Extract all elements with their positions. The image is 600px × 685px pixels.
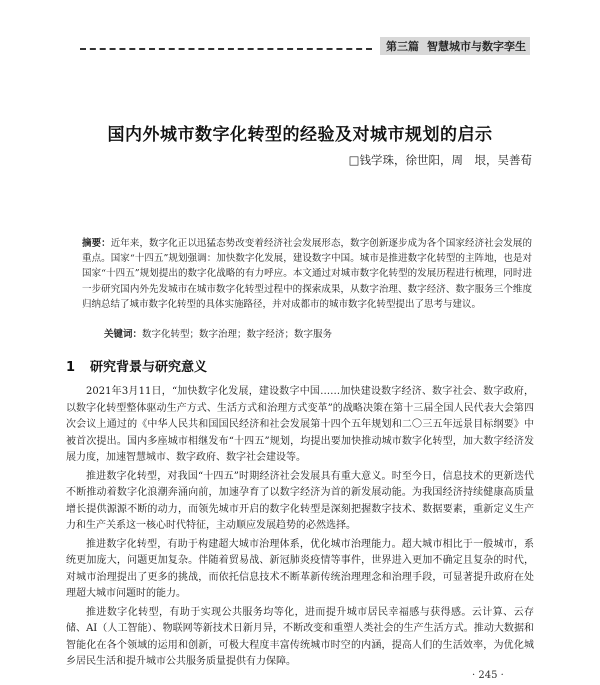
article-authors: □钱学珠，徐世阳，周 垠，吴善荀 xyxy=(348,153,532,167)
abstract xyxy=(82,236,532,312)
header-section: 智慧城市与数字孪生 xyxy=(427,40,526,53)
section-number: 1 xyxy=(66,360,76,375)
paragraph: 推进数字化转型，有助于构建超大城市治理体系，优化城市治理能力。超大城市相比于一般城市，系统更加庞大，问题更加复杂。伴随着贸易战、新冠肺炎疫情等事件，世界进入更加不确定且复杂的时代，对城市治理提出了更多的挑战，而依托信息技术不断革新传统治理理念和治理手段，可显著提升政府在处理超大城市问题时的能力。 xyxy=(66,538,534,599)
abstract-text: 近年来，数字化正以迅猛态势改变着经济社会发展形态，数字创新逐步成为各个国家经济社会发展的重点。国家“十四五”规划强调：加快数字化发展，建设数字中国。城市是推进数字化转型的主阵地，也是对国家“十四五”规划提出的数字化战略的有力呼应。本文通过对城市数字化转型的发展历程进行梳理，同时进一步研究国内外先发城市在城市数字化转型过程中的探索成果，从数字治理、数字经济、数字服务三个维度归纳总结了城市数字化转型的具体实施路径，并对成都市的城市数字化转型提出了思考与建议。 xyxy=(82,238,532,310)
page-number: · 245 · xyxy=(472,670,504,681)
paragraph: 推进数字化转型，对我国“十四五”时期经济社会发展具有重大意义。时至今日，信息技术的更新迭代不断推动着数字化浪潮奔涌向前，加速孕育了以数字经济为首的新发展动能。为我国经济持续健康高质量增长提供源源不断的动力，而领先城市开启的数字化转型是深刻把握数字技术、数据要素，重新定义生产力和生产关系这一核心时代特征，主动顺应发展趋势的必然选择。 xyxy=(66,470,534,531)
keywords xyxy=(104,328,524,342)
abstract-label: 摘要： xyxy=(82,238,111,249)
header-text xyxy=(386,38,526,54)
paragraph: 推进数字化转型，有助于实现公共服务均等化，进而提升城市居民幸福感与获得感。云计算、云存储、AI（人工智能）、物联网等新技术日新月异，不断改变和重塑人类社会的生产生活方式。推动大数据和智能化在各个领域的运用和创新，可极大程度丰富传统城市时空的内涵，提高人们的生活效率，为优化城乡居民生活和提升城市公共服务质量提供有力保障。 xyxy=(66,606,534,667)
section-heading xyxy=(66,356,207,375)
section-title: 研究背景与研究意义 xyxy=(90,360,208,375)
header-chapter: 第三篇 xyxy=(386,40,419,53)
paragraph: 2021年3月11日，“加快数字化发展，建设数字中国……加快建设数字经济、数字社会、数字政府，以数字化转型整体驱动生产方式、生活方式和治理方式变革”的战略决策在第十三届全国人民代表大会第四次会议上通过的《中华人民共和国国民经济和社会发展第十四个五年规划和二〇三五年远景目标纲要》中被首次提出。国内多座城市相继发布“十四五”规划，均提出要加快推动城市数字化转型，加大数字经济发展力度，加速智慧城市、数字政府、数字社会建设等。 xyxy=(66,386,534,463)
keywords-label: 关键词： xyxy=(104,329,143,340)
header-dashed-rule xyxy=(80,48,372,50)
keywords-text: 数字化转型；数字治理；数字经济；数字服务 xyxy=(142,329,333,340)
article-title: 国内外城市数字化转型的经验及对城市规划的启示 xyxy=(107,125,493,145)
running-header xyxy=(80,36,526,54)
body-text xyxy=(66,384,534,673)
